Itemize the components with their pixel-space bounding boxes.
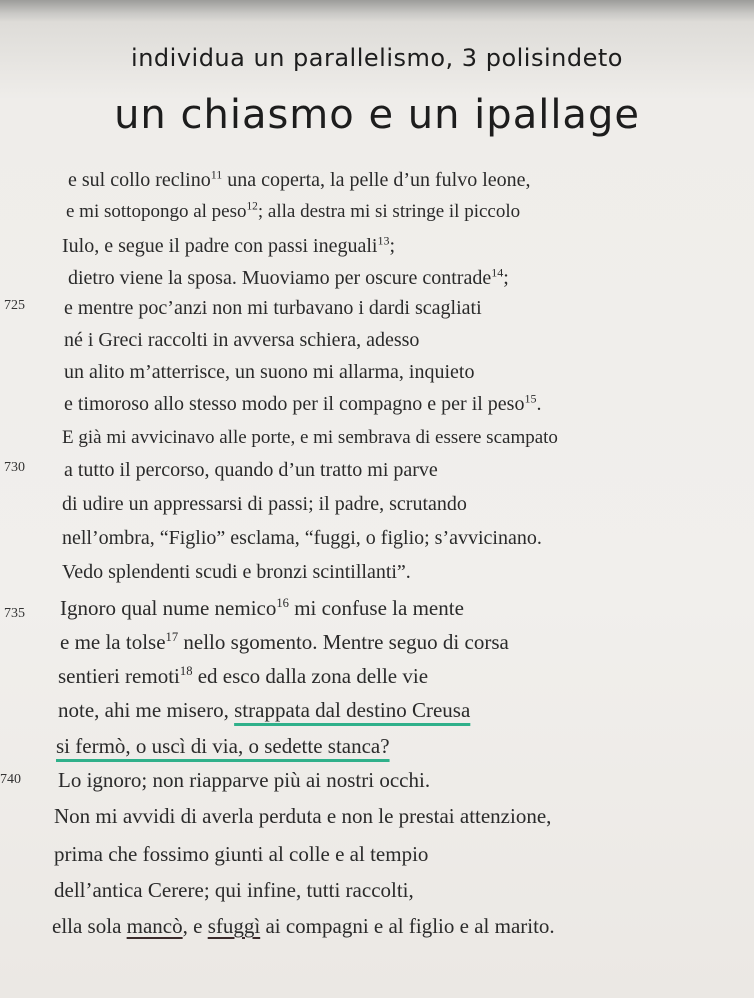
- verse-line: sentieri remoti$^{18}$ ed esco dalla zona delle vie: [58, 664, 429, 688]
- verse-line: ella sola mancò, e sfuggì ai compagni e al figlio e al marito.: [52, 914, 555, 938]
- page-fold-shadow: [0, 0, 754, 22]
- verse-line: dell’antica Cerere; qui infine, tutti raccolti,: [54, 878, 414, 902]
- line-number-725: 725: [4, 298, 25, 313]
- verse-line: nell’ombra, “Figlio” esclama, “fuggi, o figlio; s’avvicinano.: [62, 527, 542, 549]
- verse-line: note, ahi me misero, strappata dal destino Creusa: [58, 698, 471, 722]
- verse-line: E già mi avvicinavo alle porte, e mi sembrava di essere scampato: [62, 427, 558, 448]
- verse-line: e mi sottopongo al peso$^{12}$; alla destra mi si stringe il piccolo: [66, 200, 521, 222]
- verse-line: a tutto il percorso, quando d’un tratto mi parve: [64, 459, 438, 481]
- handwritten-note-line-1: individua un parallelismo, 3 polisindeto: [131, 44, 623, 72]
- verse-line: Lo ignoro; non riapparve più ai nostri occhi.: [58, 768, 431, 792]
- handwritten-note-line-2: un chiasmo e un ipallage: [114, 92, 640, 138]
- verse-line: prima che fossimo giunti al colle e al tempio: [54, 842, 429, 866]
- line-number-730: 730: [4, 460, 25, 475]
- verse-line: Vedo splendenti scudi e bronzi scintillanti”.: [62, 561, 411, 583]
- verse-line-highlighted: si fermò, o uscì di via, o sedette stanca?: [56, 734, 390, 758]
- underlined-word: mancò: [126, 914, 183, 938]
- verse-line: né i Greci raccolti in avversa schiera, adesso: [64, 329, 420, 351]
- verse-line: di udire un appressarsi di passi; il padre, scrutando: [62, 493, 467, 515]
- verse-line: e mentre poc’anzi non mi turbavano i dardi scagliati: [64, 297, 482, 319]
- verse-line: e sul collo reclino$^{11}$ una coperta, la pelle d’un fulvo leone,: [68, 167, 531, 191]
- verse-line: Iulo, e segue il padre con passi ineguali$^{13}$;: [62, 233, 396, 257]
- verse-line: Non mi avvidi di averla perduta e non le prestai attenzione,: [54, 804, 552, 828]
- line-number-740: 740: [0, 772, 21, 787]
- line-number-735: 735: [4, 606, 25, 621]
- verse-line: dietro viene la sposa. Muoviamo per oscure contrade$^{14}$;: [68, 265, 509, 289]
- verse-line: e timoroso allo stesso modo per il compagno e per il peso$^{15}$.: [64, 391, 542, 415]
- verse-line: e me la tolse$^{17}$ nello sgomento. Mentre seguo di corsa: [60, 630, 509, 654]
- highlighted-phrase: strappata dal destino Creusa: [234, 698, 471, 722]
- verse-line: un alito m’atterrisce, un suono mi allarma, inquieto: [64, 361, 475, 383]
- verse-line: Ignoro qual nume nemico$^{16}$ mi confuse la mente: [60, 596, 464, 620]
- underlined-word: sfuggì: [207, 914, 261, 938]
